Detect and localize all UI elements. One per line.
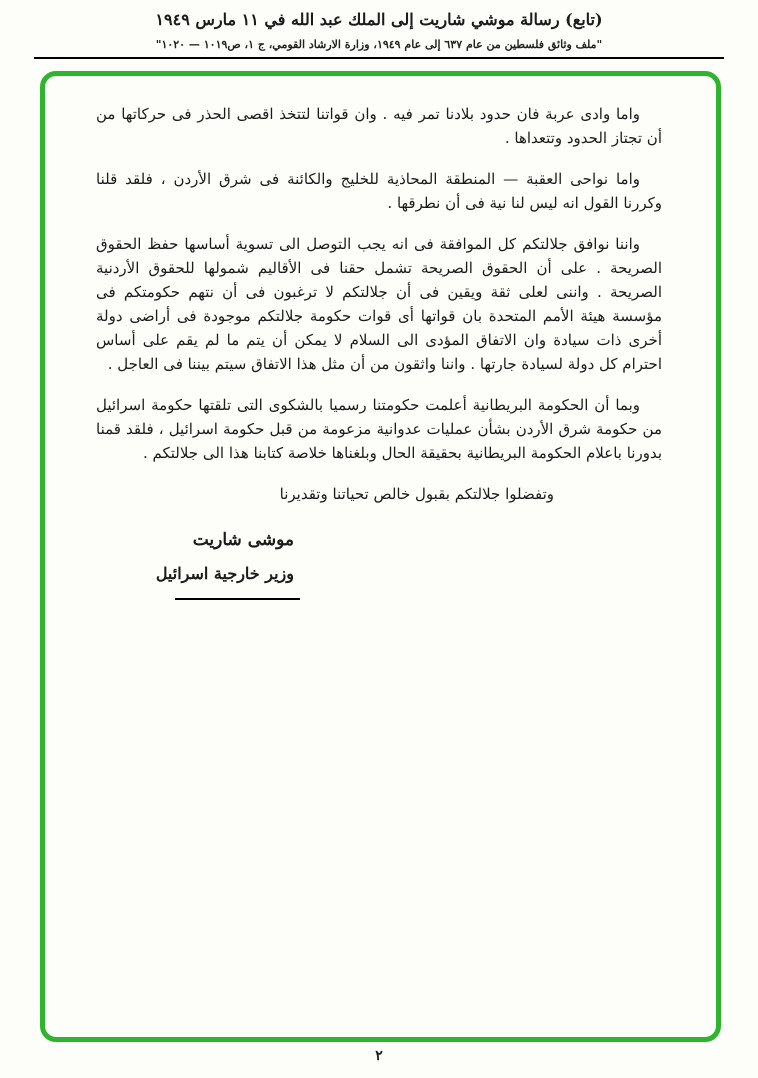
signature-block	[99, 528, 294, 600]
letter-paragraph: واننا نوافق جلالتكم كل الموافقة فى انه يجب التوصل الى تسوية أساسها حفظ الحقوق الصريحة . على أن الحقوق الصريحة تشمل حقنا فى الأقاليم شمولها للحقوق الأردنية الصريحة . واننى لعلى ثقة ويقين فى أن جلالتكم لا ترغبون فى أن نتهم حكومتكم فى مؤسسة هيئة الأمم المتحدة بان قواتها أى قوات حكومة جلالتكم موجودة فى أراضى دولة أخرى ذات سيادة وان الاتفاق المؤدى الى السلام لا يمكن أن يتم ما لم يقم على أساس احترام كل دولة لسيادة جارتها . واننا واثقون من أن مثل هذا الاتفاق سيتم بيننا فى العاجل .	[96, 235, 662, 373]
signature-title: وزير خارجية اسرائيل	[155, 564, 294, 583]
signature-name: موشى شاريت	[192, 530, 294, 550]
header-title: (تابع) رسالة موشي شاريت إلى الملك عبد الله في ١١ مارس ١٩٤٩	[155, 10, 603, 29]
page-number: ٢	[375, 1048, 383, 1064]
letter-paragraph: واما وادى عربة فان حدود بلادنا تمر فيه . وان قواتنا لتتخذ اقصى الحذر فى حركاتها من أن تجتاز الحدود وتتعداها .	[96, 105, 662, 147]
letter-paragraph: واما نواحى العقبة — المنطقة المحاذية للخليج والكائنة فى شرق الأردن ، فلقد قلنا وكررنا القول انه ليس لنا نية فى أن نطرقها .	[96, 170, 662, 212]
signature-underline	[175, 598, 300, 600]
letter-paragraph: وبما أن الحكومة البريطانية أعلمت حكومتنا رسميا بالشكوى التى تلقتها حكومة اسرائيل من حكومة شرق الأردن بشأن عمليات عدوانية مزعومة من قبل حكومة اسرائيل ، فلقد قمنا بدورنا باعلام الحكومة البريطانية بحقيقة الحال وبلغناها خلاصة كتابنا هذا الى جلالتكم .	[96, 396, 662, 462]
letter-closing: وتفضلوا جلالتكم بقبول خالص تحياتنا وتقديرنا	[279, 485, 554, 503]
letter-body	[96, 102, 662, 600]
header-source: "ملف وثائق فلسطين من عام ٦٣٧ إلى عام ١٩٤٩، وزارة الارشاد القومي، ج ١، ص١٠١٩ — ١٠٢٠"	[155, 38, 603, 51]
header-divider	[34, 57, 724, 59]
